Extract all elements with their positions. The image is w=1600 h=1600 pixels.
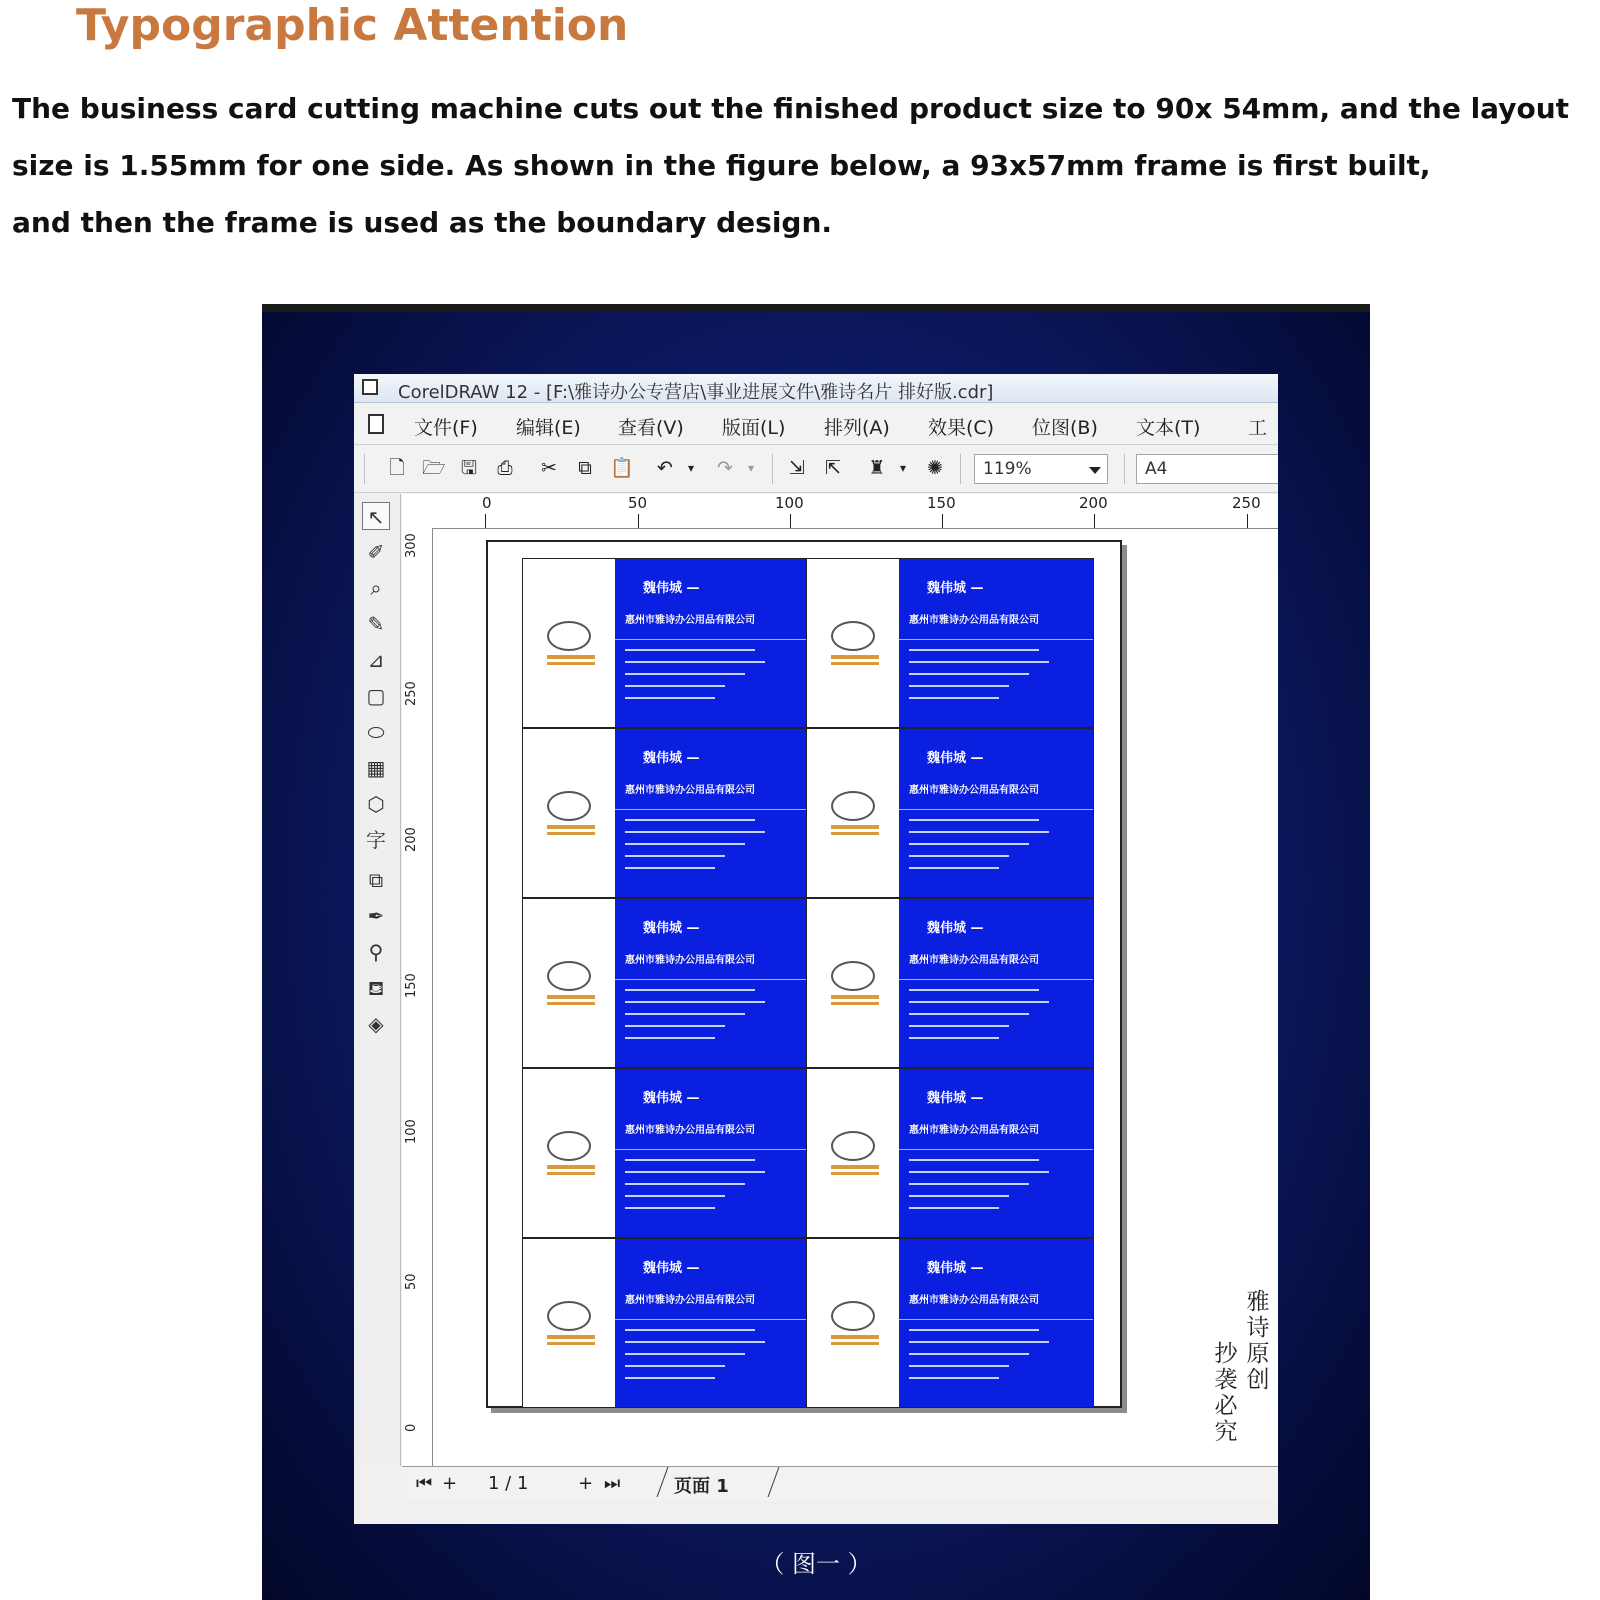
first-page-icon[interactable]: ⏮ (416, 1473, 433, 1494)
card-logo-mark (547, 1172, 595, 1175)
description-line-2: size is 1.55mm for one side. As shown in the figure below, a 93x57mm frame is first built, (12, 149, 1431, 182)
card-blue-panel (615, 559, 810, 727)
card-divider (899, 979, 1094, 980)
card-logo-mark (547, 1335, 595, 1339)
card-text-line (625, 1171, 765, 1173)
coreldraw-window (354, 374, 1278, 1524)
card-text-line (625, 661, 765, 663)
card-blue-panel (899, 1239, 1094, 1407)
description-line-3: and then the frame is used as the boundary design. (12, 206, 833, 239)
zoom-value: 119% (983, 459, 1032, 479)
watermark-col-1: 雅 诗 原 创 (1246, 1289, 1270, 1393)
card-text-line (909, 1025, 1009, 1027)
h-major-tick (638, 514, 639, 528)
card-logo-mark (831, 1335, 879, 1339)
add-page-before-button[interactable]: + (442, 1473, 458, 1494)
card-company: 惠州市雅诗办公用品有限公司 (909, 615, 1039, 626)
card-logo-icon (547, 791, 591, 821)
card-text-line (909, 685, 1009, 687)
open-icon[interactable]: 🗁 (422, 457, 446, 479)
menu-effects[interactable]: 效果(C) (928, 417, 995, 439)
card-divider (899, 1149, 1094, 1150)
card-logo-area (807, 729, 899, 897)
toolbar-separator (772, 454, 773, 484)
vertical-ruler[interactable] (402, 528, 433, 1466)
card-logo-mark (547, 825, 595, 829)
h-major-tick (485, 514, 486, 528)
card-blue-panel (899, 559, 1094, 727)
business-card[interactable] (806, 898, 1094, 1068)
freehand-tool-icon[interactable]: ✎ (367, 612, 385, 636)
card-divider (899, 639, 1094, 640)
card-logo-mark (547, 655, 595, 659)
description (12, 80, 1592, 251)
toolbar-separator-3 (1124, 454, 1125, 484)
pick-tool-icon[interactable]: ↖ (362, 502, 390, 530)
document-icon[interactable] (368, 414, 384, 434)
card-text-line (625, 843, 745, 845)
card-text-line (909, 1377, 999, 1379)
undo-dropdown-icon[interactable]: ▾ (687, 461, 695, 475)
card-logo-mark (831, 1342, 879, 1345)
card-logo-mark (547, 1165, 595, 1169)
v-tick-label: 0 (404, 1423, 419, 1432)
card-text-line (625, 1195, 725, 1197)
add-page-after-button[interactable]: + (578, 1473, 594, 1494)
paper-type-value: A4 (1145, 459, 1168, 479)
h-tick-label: 250 (1232, 494, 1261, 512)
card-divider (899, 1319, 1094, 1320)
card-text-line (909, 1341, 1049, 1343)
v-tick-label: 250 (404, 681, 419, 706)
card-text-line (625, 1183, 745, 1185)
undo-icon[interactable]: ↶ (657, 457, 673, 479)
drawing-canvas[interactable] (433, 529, 1278, 1466)
card-company: 惠州市雅诗办公用品有限公司 (625, 785, 755, 796)
toolbox (354, 494, 401, 1466)
basic-shapes-tool-icon[interactable]: ⬡ (367, 792, 385, 816)
card-text-line (625, 1037, 715, 1039)
v-tick-label: 200 (404, 827, 419, 852)
print-icon[interactable]: ⎙ (497, 457, 513, 479)
interactive-blend-tool-icon[interactable]: ⧉ (368, 868, 384, 892)
card-text-line (625, 1159, 755, 1161)
ellipse-tool-icon[interactable]: ⬭ (367, 720, 385, 744)
card-text-line (909, 1353, 1029, 1355)
card-text-line (625, 819, 755, 821)
card-name: 魏伟城 — (927, 751, 984, 766)
paper-type-select[interactable] (1136, 454, 1278, 484)
figure-caption: （ 图一 ） (760, 1550, 872, 1578)
card-name: 魏伟城 — (927, 1261, 984, 1276)
card-text-line (909, 1329, 1039, 1331)
card-text-line (909, 649, 1039, 651)
card-text-line (625, 1001, 765, 1003)
launcher-icon[interactable]: ♜ (868, 457, 886, 479)
card-text-line (909, 1159, 1039, 1161)
card-logo-area (523, 729, 615, 897)
card-text-line (909, 673, 1029, 675)
business-card[interactable] (522, 1068, 810, 1238)
v-tick-label: 150 (404, 973, 419, 998)
copy-icon[interactable]: ⧉ (578, 457, 592, 479)
paste-icon[interactable]: 📋 (610, 457, 634, 479)
card-text-line (625, 649, 755, 651)
outline-tool-icon[interactable]: ⚲ (368, 940, 384, 964)
h-tick-label: 200 (1079, 494, 1108, 512)
card-text-line (625, 673, 745, 675)
card-divider (899, 809, 1094, 810)
title-bar (354, 374, 1278, 403)
card-text-line (909, 661, 1049, 663)
card-name: 魏伟城 — (643, 921, 700, 936)
menu-edit[interactable]: 编辑(E) (516, 417, 581, 439)
card-text-line (625, 831, 765, 833)
card-company: 惠州市雅诗办公用品有限公司 (909, 1295, 1039, 1306)
menu-bar (354, 404, 1278, 445)
card-text-line (909, 1365, 1009, 1367)
menu-layout[interactable]: 版面(L) (722, 417, 786, 439)
card-logo-icon (831, 791, 875, 821)
rectangle-tool-icon[interactable]: ▢ (366, 684, 386, 708)
card-logo-icon (547, 1301, 591, 1331)
card-text-line (909, 989, 1039, 991)
card-company: 惠州市雅诗办公用品有限公司 (909, 1125, 1039, 1136)
toolbar-separator-2 (960, 454, 961, 484)
card-text-line (909, 1171, 1049, 1173)
card-text-line (625, 1341, 765, 1343)
watermark-col-2: 抄 袭 必 究 (1214, 1341, 1238, 1445)
ruler-corner[interactable] (402, 494, 433, 529)
card-logo-area (523, 899, 615, 1067)
card-logo-mark (831, 995, 879, 999)
card-name: 魏伟城 — (643, 581, 700, 596)
card-blue-panel (615, 1239, 810, 1407)
card-logo-icon (831, 1301, 875, 1331)
v-tick-label: 100 (404, 1119, 419, 1144)
card-blue-panel (615, 729, 810, 897)
card-blue-panel (899, 729, 1094, 897)
card-logo-icon (547, 621, 591, 651)
card-blue-panel (899, 1069, 1094, 1237)
last-page-icon[interactable]: ⏭ (604, 1473, 621, 1494)
h-tick-label: 0 (482, 494, 492, 512)
card-text-line (909, 1013, 1029, 1015)
card-text-line (909, 1037, 999, 1039)
card-logo-mark (547, 995, 595, 999)
card-divider (615, 809, 810, 810)
window-title: CorelDRAW 12 - [F:\雅诗办公专营店\事业进展文件\雅诗名片 排好版.cdr] (398, 382, 994, 403)
card-logo-mark (547, 662, 595, 665)
corel-online-icon[interactable]: ✺ (927, 457, 943, 479)
h-major-tick (790, 514, 791, 528)
card-logo-mark (831, 1002, 879, 1005)
business-card[interactable] (522, 1238, 810, 1408)
menu-text[interactable]: 文本(T) (1136, 417, 1201, 439)
h-tick-label: 150 (927, 494, 956, 512)
menu-file[interactable]: 文件(F) (414, 417, 478, 439)
card-company: 惠州市雅诗办公用品有限公司 (909, 785, 1039, 796)
card-logo-area (807, 899, 899, 1067)
card-logo-mark (547, 1342, 595, 1345)
card-logo-area (807, 1239, 899, 1407)
redo-dropdown-icon[interactable]: ▾ (747, 461, 755, 475)
card-text-line (909, 697, 999, 699)
horizontal-ruler[interactable] (432, 494, 1278, 529)
card-company: 惠州市雅诗办公用品有限公司 (625, 1125, 755, 1136)
business-card[interactable] (806, 728, 1094, 898)
fill-tool-icon[interactable]: ⛾ (367, 976, 385, 1000)
export-icon[interactable]: ⇱ (825, 457, 841, 479)
card-divider (615, 979, 810, 980)
business-card[interactable] (522, 728, 810, 898)
screenshot-photo (262, 304, 1370, 1600)
card-logo-mark (831, 655, 879, 659)
card-logo-mark (831, 1172, 879, 1175)
card-text-line (625, 1377, 715, 1379)
watermark (1211, 1289, 1278, 1449)
card-text-line (909, 843, 1029, 845)
card-logo-area (523, 1069, 615, 1237)
card-text-line (625, 1329, 755, 1331)
menu-view[interactable]: 查看(V) (618, 417, 684, 439)
card-text-line (625, 1013, 745, 1015)
card-text-line (625, 1365, 725, 1367)
h-major-tick (1247, 514, 1248, 528)
card-name: 魏伟城 — (927, 921, 984, 936)
interactive-fill-tool-icon[interactable]: ◈ (368, 1012, 384, 1036)
card-logo-mark (831, 832, 879, 835)
save-icon[interactable]: 🖫 (460, 457, 478, 479)
card-blue-panel (615, 899, 810, 1067)
business-card[interactable] (522, 558, 810, 728)
card-text-line (909, 867, 999, 869)
business-card[interactable] (522, 898, 810, 1068)
v-tick-label: 50 (404, 1273, 419, 1290)
card-company: 惠州市雅诗办公用品有限公司 (625, 1295, 755, 1306)
card-text-line (625, 1353, 745, 1355)
card-text-line (909, 1183, 1029, 1185)
card-logo-mark (831, 662, 879, 665)
page-tab[interactable]: 页面 1 (674, 1476, 729, 1497)
card-text-line (909, 1001, 1049, 1003)
card-name: 魏伟城 — (927, 581, 984, 596)
card-blue-panel (899, 899, 1094, 1067)
h-tick-label: 50 (628, 494, 648, 512)
card-text-line (909, 855, 1009, 857)
toolbar-grip (364, 454, 365, 484)
card-divider (615, 1149, 810, 1150)
card-text-line (625, 685, 725, 687)
card-text-line (909, 1195, 1009, 1197)
description-line-1: The business card cutting machine cuts out the finished product size to 90x 54mm, and the layout (12, 92, 1570, 125)
business-card[interactable] (806, 1238, 1094, 1408)
card-logo-icon (831, 621, 875, 651)
card-text-line (625, 867, 715, 869)
menu-tools[interactable]: 工 (1248, 417, 1268, 439)
menu-bitmaps[interactable]: 位图(B) (1032, 417, 1098, 439)
smart-drawing-tool-icon[interactable]: ⊿ (367, 648, 385, 672)
standard-toolbar (354, 446, 1278, 493)
card-logo-mark (831, 825, 879, 829)
card-name: 魏伟城 — (643, 1091, 700, 1106)
business-card[interactable] (806, 558, 1094, 728)
menu-arrange[interactable]: 排列(A) (824, 417, 890, 439)
card-name: 魏伟城 — (927, 1091, 984, 1106)
graph-paper-tool-icon[interactable]: ▦ (366, 756, 386, 780)
card-text-line (909, 831, 1049, 833)
page-navigator (402, 1466, 1278, 1501)
card-logo-mark (547, 832, 595, 835)
card-text-line (625, 855, 725, 857)
text-tool-icon[interactable]: 字 (366, 828, 386, 852)
card-text-line (625, 697, 715, 699)
card-company: 惠州市雅诗办公用品有限公司 (625, 955, 755, 966)
card-text-line (625, 989, 755, 991)
photo-top-edge (262, 304, 1370, 312)
h-major-tick (942, 514, 943, 528)
app-icon (362, 379, 378, 395)
card-company: 惠州市雅诗办公用品有限公司 (625, 615, 755, 626)
card-divider (615, 639, 810, 640)
card-logo-mark (831, 1165, 879, 1169)
card-logo-icon (831, 1131, 875, 1161)
card-blue-panel (615, 1069, 810, 1237)
zoom-level-select[interactable] (974, 454, 1108, 484)
import-icon[interactable]: ⇲ (789, 457, 805, 479)
a4-page[interactable] (486, 540, 1122, 1408)
eyedropper-tool-icon[interactable]: ✒ (367, 904, 385, 928)
h-tick-label: 100 (775, 494, 804, 512)
card-logo-area (523, 559, 615, 727)
v-tick-label: 300 (404, 533, 419, 558)
card-text-line (625, 1207, 715, 1209)
card-name: 魏伟城 — (643, 751, 700, 766)
redo-icon[interactable]: ↷ (717, 457, 733, 479)
card-name: 魏伟城 — (643, 1261, 700, 1276)
card-logo-area (807, 559, 899, 727)
heading: Typographic Attention (76, 0, 629, 51)
zoom-tool-icon[interactable]: ⌕ (370, 576, 382, 600)
new-icon[interactable]: 🗋 (389, 457, 405, 479)
card-text-line (625, 1025, 725, 1027)
card-logo-icon (547, 961, 591, 991)
page-count: 1 / 1 (488, 1473, 529, 1494)
card-logo-mark (547, 1002, 595, 1005)
card-logo-icon (831, 961, 875, 991)
card-logo-area (807, 1069, 899, 1237)
card-logo-icon (547, 1131, 591, 1161)
launcher-dropdown-icon[interactable]: ▾ (899, 461, 907, 475)
card-divider (615, 1319, 810, 1320)
card-text-line (909, 1207, 999, 1209)
card-company: 惠州市雅诗办公用品有限公司 (909, 955, 1039, 966)
card-logo-area (523, 1239, 615, 1407)
h-major-tick (1094, 514, 1095, 528)
shape-tool-icon[interactable]: ✐ (367, 540, 385, 564)
card-text-line (909, 819, 1039, 821)
cut-icon[interactable]: ✂ (541, 457, 557, 479)
chevron-down-icon[interactable] (1089, 467, 1101, 474)
business-card[interactable] (806, 1068, 1094, 1238)
